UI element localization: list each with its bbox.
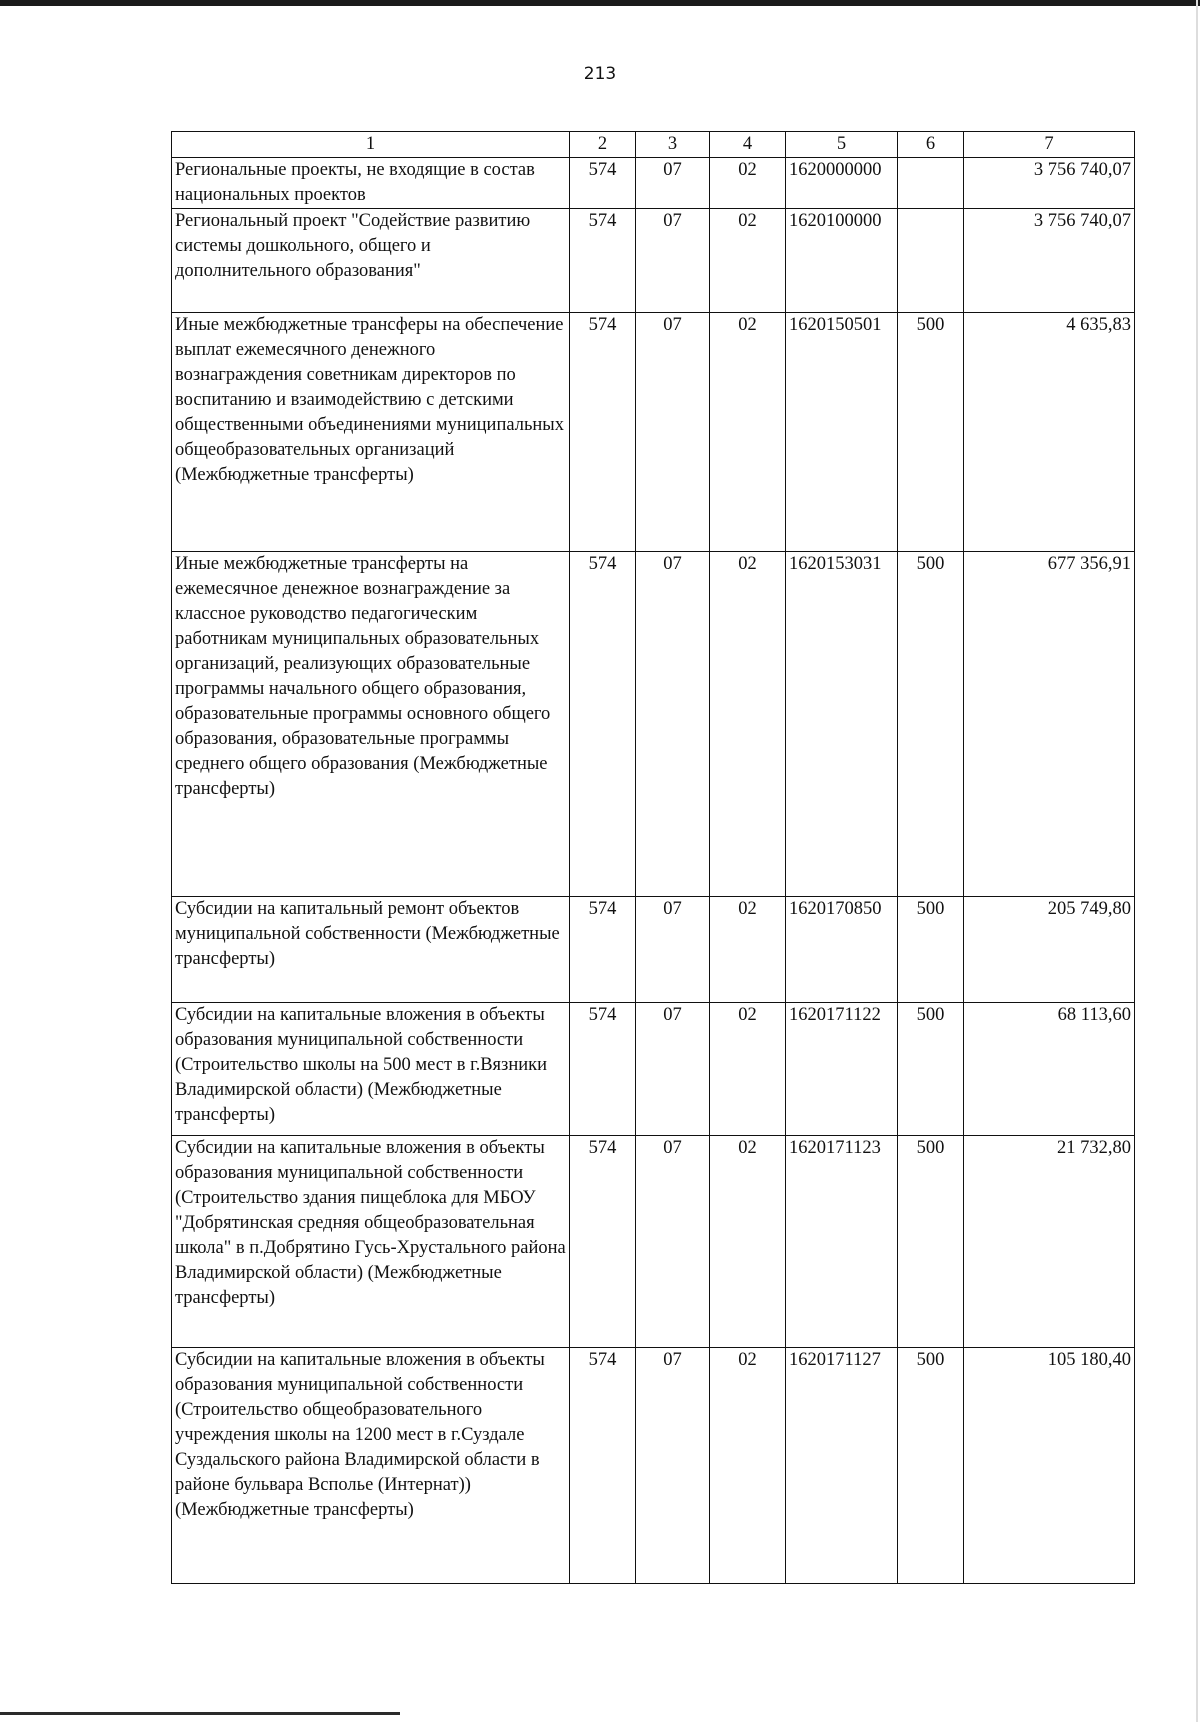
row-subsection-code: 02: [710, 313, 786, 552]
row-subsection-code: 02: [710, 897, 786, 1003]
table-row: [172, 209, 1135, 313]
row-expense-type: 500: [898, 1136, 964, 1348]
row-target-code: 1620150501: [786, 313, 898, 552]
header-col-5: 5: [786, 132, 898, 158]
row-amount: 3 756 740,07: [964, 209, 1135, 313]
row-name: Региональные проекты, не входящие в состав национальных проектов: [172, 158, 570, 209]
row-target-code: 1620000000: [786, 158, 898, 209]
table-row: [172, 1003, 1135, 1136]
row-expense-type: 500: [898, 1003, 964, 1136]
row-subsection-code: 02: [710, 1003, 786, 1136]
table-row: [172, 158, 1135, 209]
row-subsection-code: 02: [710, 1348, 786, 1584]
row-section-code: 07: [636, 158, 710, 209]
row-ministry-code: 574: [570, 209, 636, 313]
row-target-code: 1620170850: [786, 897, 898, 1003]
row-amount: 68 113,60: [964, 1003, 1135, 1136]
table-row: [172, 1136, 1135, 1348]
row-ministry-code: 574: [570, 1348, 636, 1584]
row-section-code: 07: [636, 313, 710, 552]
row-name: Субсидии на капитальные вложения в объекты образования муниципальной собственности (Строительство здания пищеблока для МБОУ "Добрятинская средняя общеобразовательная школа" в п.Добрятино Гусь-Хрустального района Владимирской области) (Межбюджетные трансферты): [172, 1136, 570, 1348]
header-col-1: 1: [172, 132, 570, 158]
row-ministry-code: 574: [570, 313, 636, 552]
row-target-code: 1620171122: [786, 1003, 898, 1136]
row-target-code: 1620153031: [786, 552, 898, 897]
row-amount: 21 732,80: [964, 1136, 1135, 1348]
header-row: [172, 132, 1135, 158]
row-ministry-code: 574: [570, 1003, 636, 1136]
row-subsection-code: 02: [710, 1136, 786, 1348]
row-name: Субсидии на капитальный ремонт объектов муниципальной собственности (Межбюджетные трансферты): [172, 897, 570, 1003]
row-section-code: 07: [636, 1136, 710, 1348]
row-section-code: 07: [636, 1348, 710, 1584]
budget-table: [171, 131, 1135, 1584]
row-target-code: 1620171127: [786, 1348, 898, 1584]
table-row: [172, 1348, 1135, 1584]
row-expense-type: 500: [898, 552, 964, 897]
row-expense-type: 500: [898, 313, 964, 552]
row-section-code: 07: [636, 209, 710, 313]
row-expense-type: [898, 209, 964, 313]
row-subsection-code: 02: [710, 158, 786, 209]
row-amount: 4 635,83: [964, 313, 1135, 552]
row-expense-type: 500: [898, 897, 964, 1003]
row-name: Иные межбюджетные трансферы на обеспечение выплат ежемесячного денежного вознаграждения советникам директоров по воспитанию и взаимодействию с детскими общественными объединениями муниципальных общеобразовательных организаций (Межбюджетные трансферты): [172, 313, 570, 552]
row-amount: 105 180,40: [964, 1348, 1135, 1584]
row-name: Иные межбюджетные трансферты на ежемесячное денежное вознаграждение за классное руководство педагогическим работникам муниципальных образовательных организаций, реализующих образовательные программы начального общего образования, образовательные программы основного общего образования, образовательные программы среднего общего образования (Межбюджетные трансферты): [172, 552, 570, 897]
page-number: 213: [583, 64, 617, 84]
table-row: [172, 897, 1135, 1003]
row-subsection-code: 02: [710, 209, 786, 313]
row-amount: 3 756 740,07: [964, 158, 1135, 209]
row-ministry-code: 574: [570, 1136, 636, 1348]
row-ministry-code: 574: [570, 552, 636, 897]
row-name: Субсидии на капитальные вложения в объекты образования муниципальной собственности (Строительство школы на 500 мест в г.Вязники Владимирской области) (Межбюджетные трансферты): [172, 1003, 570, 1136]
row-name: Региональный проект "Содействие развитию системы дошкольного, общего и дополнительного образования": [172, 209, 570, 313]
table-row: [172, 552, 1135, 897]
header-col-3: 3: [636, 132, 710, 158]
row-expense-type: [898, 158, 964, 209]
header-col-2: 2: [570, 132, 636, 158]
row-target-code: 1620100000: [786, 209, 898, 313]
header-col-6: 6: [898, 132, 964, 158]
row-subsection-code: 02: [710, 552, 786, 897]
row-target-code: 1620171123: [786, 1136, 898, 1348]
header-col-7: 7: [964, 132, 1135, 158]
header-col-4: 4: [710, 132, 786, 158]
row-amount: 205 749,80: [964, 897, 1135, 1003]
row-section-code: 07: [636, 1003, 710, 1136]
row-name: Субсидии на капитальные вложения в объекты образования муниципальной собственности (Строительство общеобразовательного учреждения школы на 1200 мест в г.Суздале Суздальского района Владимирской области в районе бульвара Всполье (Интернат)) (Межбюджетные трансферты): [172, 1348, 570, 1584]
row-section-code: 07: [636, 552, 710, 897]
table-row: [172, 313, 1135, 552]
row-ministry-code: 574: [570, 897, 636, 1003]
row-amount: 677 356,91: [964, 552, 1135, 897]
row-section-code: 07: [636, 897, 710, 1003]
row-ministry-code: 574: [570, 158, 636, 209]
scan-top-edge: [0, 0, 1200, 6]
row-expense-type: 500: [898, 1348, 964, 1584]
scan-bottom-edge: [0, 1712, 400, 1715]
scan-right-edge: [1196, 0, 1198, 1722]
